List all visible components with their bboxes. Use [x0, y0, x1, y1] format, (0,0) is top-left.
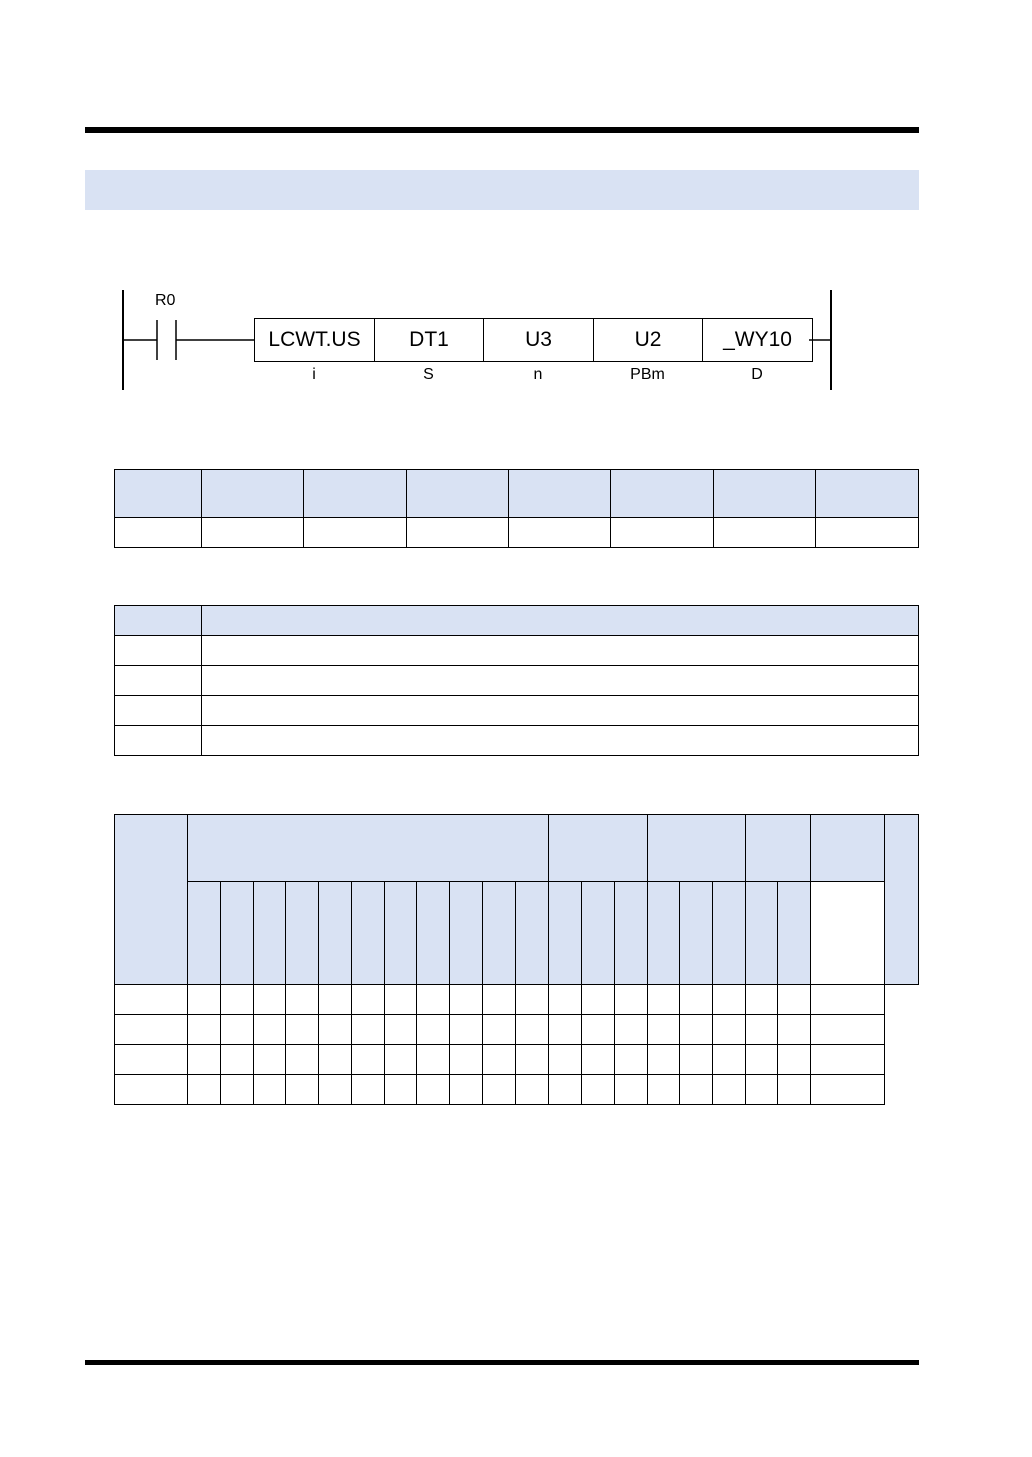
- table-row: [115, 1075, 919, 1105]
- table-header-row: [115, 606, 919, 636]
- operand-label-pbm: PBm: [630, 366, 665, 383]
- contact-label: R0: [155, 292, 176, 309]
- ladder-diagram: [110, 286, 850, 396]
- operand-label-s: S: [423, 366, 434, 383]
- operand-s-value: DT1: [375, 319, 484, 361]
- section-heading-bar: [85, 170, 919, 210]
- table-row: [115, 1045, 919, 1075]
- operand-label-d: D: [751, 366, 763, 383]
- table-row: [115, 1015, 919, 1045]
- table-row: [115, 636, 919, 666]
- operand-label-n: n: [533, 366, 543, 383]
- operand-d-value: _WY10: [723, 328, 792, 351]
- operand-labels: [254, 366, 812, 384]
- operand-label-i: i: [312, 366, 316, 383]
- table-row: [115, 726, 919, 756]
- header-rule: [85, 127, 919, 133]
- operand-n-value: U3: [484, 319, 594, 361]
- table-row: [115, 518, 919, 548]
- table-row: [115, 666, 919, 696]
- operand-pbm-value: U2: [594, 319, 703, 361]
- operand-description-table: [114, 605, 919, 756]
- table-header-row: [115, 815, 919, 882]
- footer-rule: [85, 1360, 919, 1365]
- table-header-row: [115, 470, 919, 518]
- instruction-block: [254, 318, 813, 362]
- instruction-mnemonic: LCWT.US: [255, 319, 375, 361]
- table-subheader-row: [115, 882, 919, 985]
- step-count-table: [114, 469, 919, 548]
- available-devices-table: [114, 814, 919, 1105]
- table-row: [115, 985, 919, 1015]
- table-row: [115, 696, 919, 726]
